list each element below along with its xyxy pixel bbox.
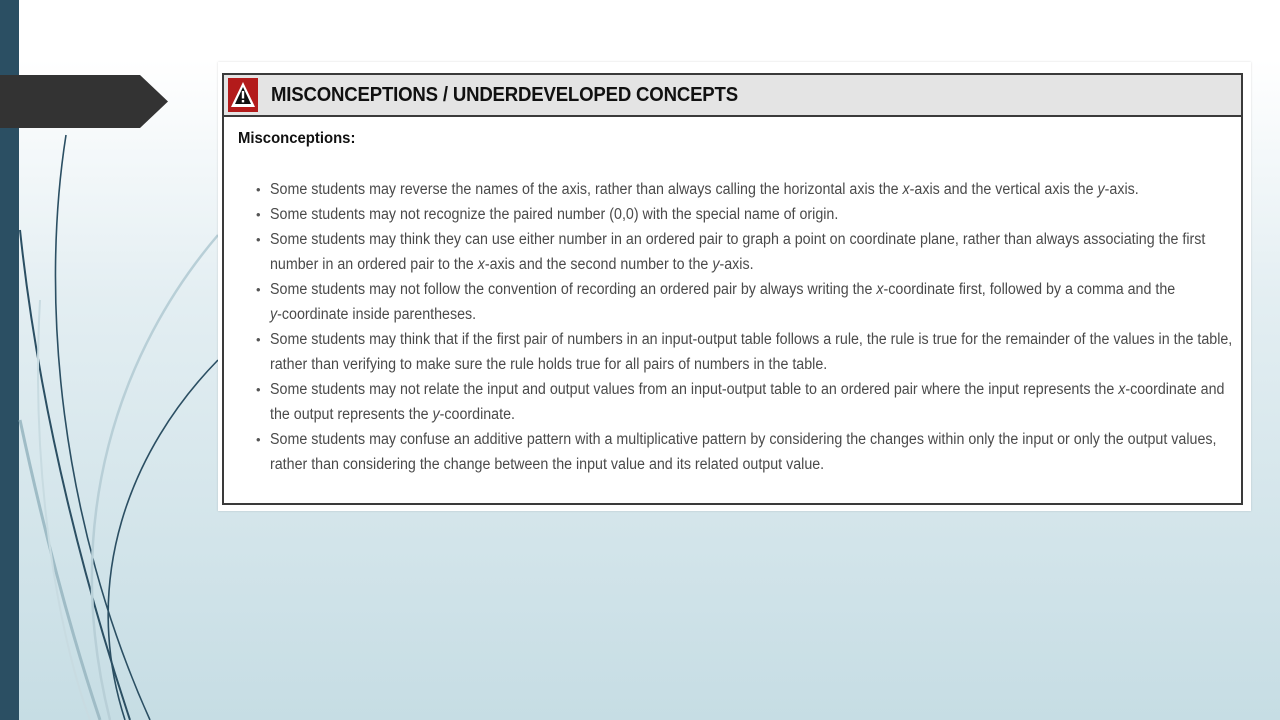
list-item bbox=[224, 377, 1241, 427]
bullet-icon: • bbox=[256, 332, 261, 347]
variable-label: y bbox=[270, 306, 278, 323]
text-segment: rather than considering the change between the input value and its related output value. bbox=[270, 456, 825, 473]
list-item bbox=[224, 427, 1241, 477]
variable-label: x bbox=[902, 181, 910, 198]
variable-label: y bbox=[712, 256, 720, 273]
text-segment: -axis and the vertical axis the bbox=[909, 181, 1098, 198]
misconceptions-card bbox=[218, 62, 1251, 511]
bullet-icon: • bbox=[256, 207, 261, 222]
misconceptions-list bbox=[224, 177, 1241, 477]
list-item bbox=[224, 227, 1241, 277]
bullet-icon: • bbox=[256, 282, 261, 297]
text-segment: Some students may not follow the convention of recording an ordered pair by always writing the bbox=[270, 281, 877, 298]
list-item bbox=[224, 177, 1241, 202]
list-item-text bbox=[270, 202, 1236, 227]
text-segment: Some students may think they can use either number in an ordered pair to graph a point on coordinate plane, rather than always associating the first bbox=[270, 231, 1206, 248]
variable-label: x bbox=[876, 281, 884, 298]
misconceptions-box bbox=[222, 73, 1243, 505]
text-segment: -coordinate inside parentheses. bbox=[277, 306, 477, 323]
variable-label: x bbox=[477, 256, 485, 273]
bullet-icon: • bbox=[256, 182, 261, 197]
bullet-icon: • bbox=[256, 382, 261, 397]
list-item bbox=[224, 277, 1241, 327]
text-segment: Some students may think that if the first pair of numbers in an input-output table follows a rule, the rule is true for the remainder of the values in the table, bbox=[270, 331, 1233, 348]
header-title: MISCONCEPTIONS / UNDERDEVELOPED CONCEPTS bbox=[271, 83, 738, 106]
variable-label: x bbox=[1118, 381, 1126, 398]
text-segment: Some students may reverse the names of the axis, rather than always calling the horizontal axis the bbox=[270, 181, 903, 198]
variable-label: y bbox=[1097, 181, 1105, 198]
list-item-text bbox=[270, 227, 1236, 277]
bullet-icon: • bbox=[256, 232, 261, 247]
title-arrow-tab bbox=[0, 75, 168, 128]
variable-label: y bbox=[432, 406, 440, 423]
list-item-text bbox=[270, 277, 1236, 327]
list-item-text bbox=[270, 177, 1236, 202]
text-segment: rather than verifying to make sure the rule holds true for all pairs of numbers in the table. bbox=[270, 356, 828, 373]
list-item-text bbox=[270, 327, 1236, 377]
text-segment: Some students may not recognize the paired number (0,0) with the special name of origin. bbox=[270, 206, 839, 223]
text-segment: -coordinate. bbox=[439, 406, 515, 423]
box-header bbox=[224, 75, 1241, 117]
text-segment: -axis. bbox=[1104, 181, 1139, 198]
text-segment: -coordinate and bbox=[1125, 381, 1225, 398]
list-item-text bbox=[270, 377, 1236, 427]
list-item bbox=[224, 327, 1241, 377]
text-segment: the output represents the bbox=[270, 406, 433, 423]
text-segment: -coordinate first, followed by a comma and the bbox=[883, 281, 1176, 298]
text-segment: Some students may not relate the input and output values from an input-output table to an ordered pair where the input represents the bbox=[270, 381, 1119, 398]
text-segment: number in an ordered pair to the bbox=[270, 256, 478, 273]
list-item bbox=[224, 202, 1241, 227]
text-segment: -axis. bbox=[719, 256, 754, 273]
text-segment: -axis and the second number to the bbox=[484, 256, 713, 273]
text-segment: Some students may confuse an additive pattern with a multiplicative pattern by considering the changes within only the input or only the output values, bbox=[270, 431, 1217, 448]
bullet-icon: • bbox=[256, 432, 261, 447]
misconceptions-subheading: Misconceptions: bbox=[238, 130, 356, 147]
warning-triangle-icon bbox=[228, 78, 258, 112]
list-item-text bbox=[270, 427, 1236, 477]
